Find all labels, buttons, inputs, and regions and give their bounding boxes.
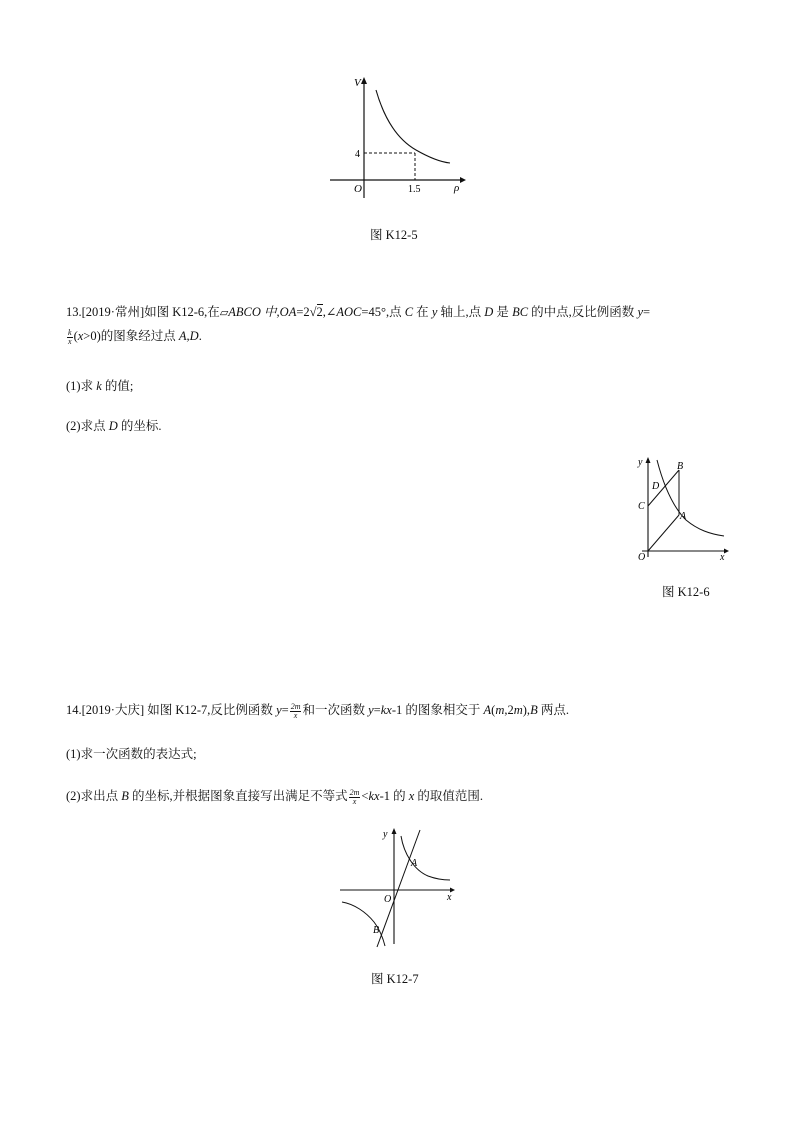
- sqrt-sign: √: [309, 305, 317, 319]
- point-B-label: B: [677, 461, 684, 472]
- origin-label: O: [638, 552, 646, 563]
- x-axis-label: x: [720, 552, 725, 563]
- point-B-label: B: [373, 925, 380, 936]
- inverse-curve: [657, 460, 724, 536]
- figure-caption-k12-7: 图 K12-7: [371, 972, 419, 986]
- x-tick-label: 1.5: [408, 184, 421, 195]
- point-D-label: D: [652, 481, 660, 492]
- point-A-label: A: [411, 858, 418, 869]
- hyperbola-branch-1: [401, 836, 450, 880]
- question-13-sub-1: (1)求 k 的值;: [66, 379, 134, 393]
- y-axis-arrow: [392, 828, 397, 834]
- segment-OA: [648, 515, 679, 551]
- y-axis-arrow: [361, 77, 367, 84]
- figure-k12-6: [628, 452, 734, 564]
- point-A-label: A: [680, 511, 687, 522]
- origin-label: O: [384, 894, 392, 905]
- question-14-sub-1: (1)求一次函数的表达式;: [66, 747, 197, 761]
- x-axis-label: ρ: [454, 182, 460, 194]
- fraction-k-over-x: $\frac{k}{x}$: [68, 327, 72, 346]
- question-14-line-1: 14.[2019·大庆] 如图 K12-7,反比例函数 y= $\frac{2m}{x}$ 和一次函数 y=kx-1 的图象相交于 A(m,2m),B 两点.: [66, 701, 569, 720]
- question-13-line-2: $\frac{k}{x}$ (x>0)的图象经过点 A,D.: [68, 327, 202, 346]
- figure-k12-5: [320, 70, 470, 205]
- point-C-label: C: [638, 501, 645, 512]
- hyperbola-branch-2: [342, 902, 385, 946]
- inverse-curve: [376, 90, 450, 163]
- question-13-line-1: 13.[2019·常州]如图 K12-6,在▱ABCO 中,OA=2√2,∠AOC=45°,点 C 在 y 轴上,点 D 是 BC 的中点,反比例函数 y=: [66, 305, 651, 319]
- x-axis-arrow: [724, 549, 729, 554]
- x-axis-arrow: [460, 177, 466, 183]
- origin-label: O: [354, 183, 362, 195]
- y-axis-label: y: [638, 457, 643, 468]
- y-axis-label: V: [354, 77, 361, 89]
- linear-function-line: [377, 830, 420, 947]
- figure-caption-k12-5: 图 K12-5: [370, 228, 418, 242]
- figure-caption-k12-6: 图 K12-6: [662, 585, 710, 599]
- question-14-sub-2: (2)求出点 B 的坐标,并根据图象直接写出满足不等式 $\frac{2m}{x}$ <kx-1 的 x 的取值范围.: [66, 787, 484, 806]
- question-13-sub-2: (2)求点 D 的坐标.: [66, 419, 162, 433]
- y-tick-label: 4: [355, 149, 360, 160]
- y-axis-label: y: [383, 829, 388, 840]
- y-axis-arrow: [646, 457, 651, 463]
- figure-k12-7: [336, 826, 462, 950]
- fraction-2m-over-x: $\frac{2m}{x}$: [290, 701, 301, 720]
- fraction-2m-over-x-inequality: $\frac{2m}{x}$: [349, 787, 360, 806]
- x-axis-label: x: [447, 892, 452, 903]
